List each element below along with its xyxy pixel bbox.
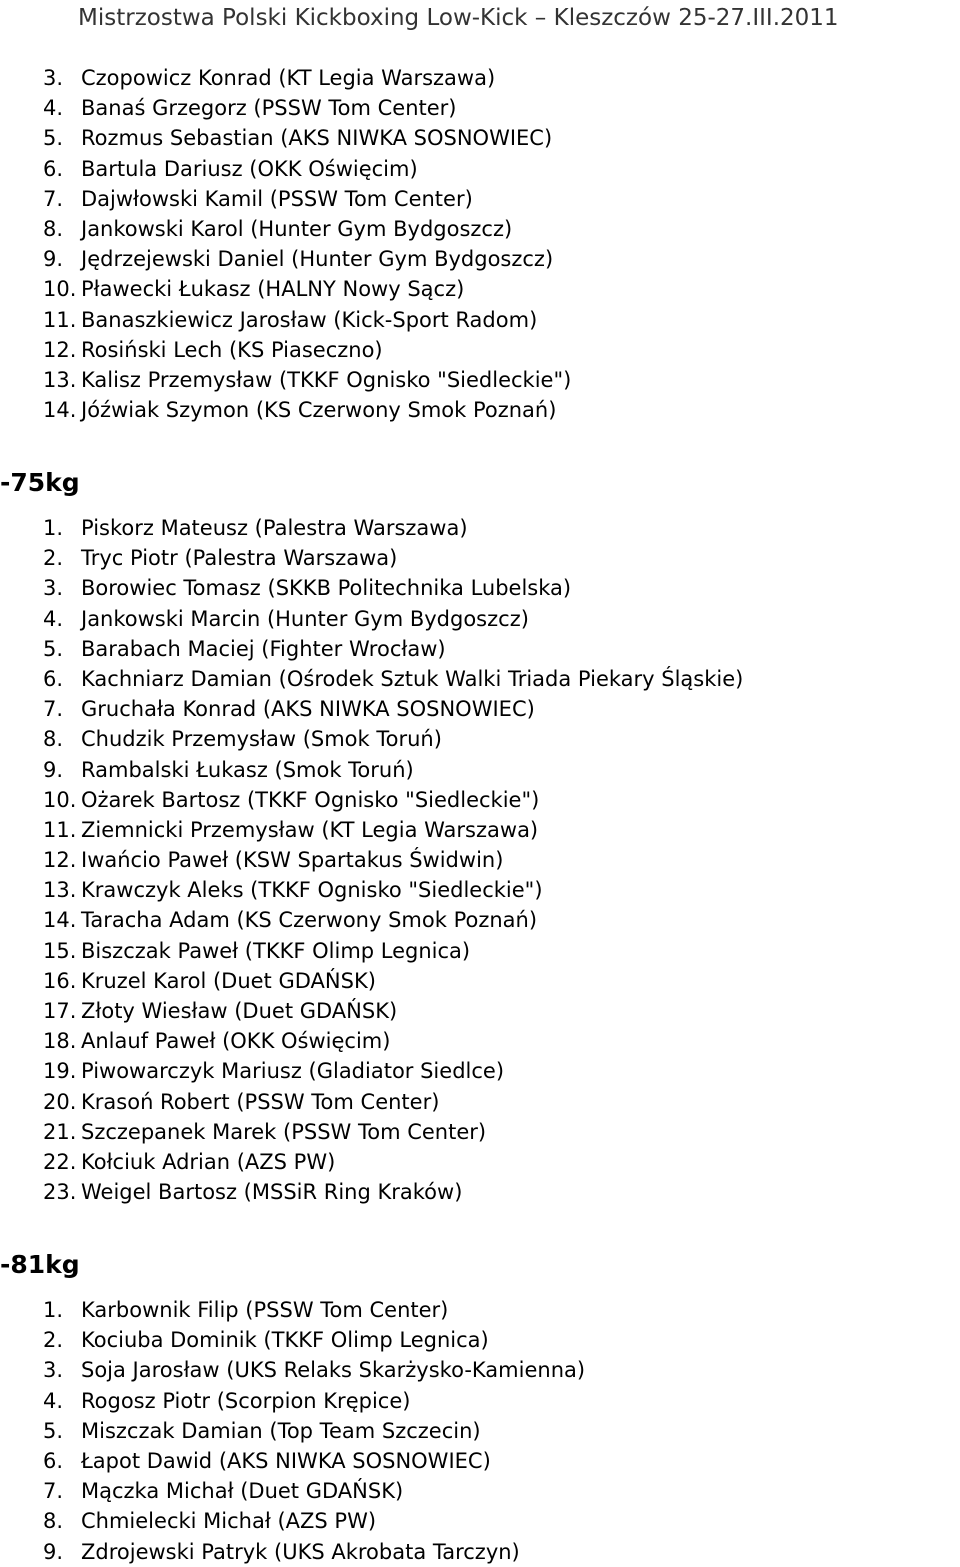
rank-number: 3. (43, 66, 64, 90)
list-item (43, 785, 743, 815)
list-item (43, 573, 743, 603)
competitor-name: Ziemnicki Przemysław (KT Legia Warszawa) (81, 817, 539, 842)
list-item (43, 305, 571, 335)
competitor-name: Karbownik Filip (PSSW Tom Center) (81, 1298, 449, 1322)
rank-number: 6. (43, 1448, 64, 1473)
rank-number: 2. (43, 1328, 64, 1353)
competitor-name: Kruzel Karol (Duet GDAŃSK) (81, 968, 376, 993)
competitor-name: Krasoń Robert (PSSW Tom Center) (81, 1089, 440, 1114)
competitor-name: Taracha Adam (KS Czerwony Smok Poznań) (81, 908, 538, 933)
list-item (43, 845, 743, 875)
list-item (43, 1386, 585, 1416)
rank-number: 3. (43, 1358, 64, 1383)
competitor-name: Kociuba Dominik (TKKF Olimp Legnica) (81, 1328, 489, 1353)
competitor-name: Miszczak Damian (Top Team Szczecin) (81, 1418, 481, 1443)
competitor-name: Biszczak Paweł (TKKF Olimp Legnica) (81, 938, 471, 963)
list-item (43, 755, 743, 785)
rank-number: 21. (43, 1119, 77, 1144)
list-item (43, 214, 571, 244)
list-item (43, 1506, 585, 1536)
rank-number: 4. (43, 606, 64, 631)
rank-number: 22. (43, 1149, 77, 1174)
competitor-name: Kalisz Przemysław (TKKF Ognisko "Siedleckie") (81, 367, 572, 392)
weight-category-81kg: -81kg (0, 1250, 80, 1279)
list-item (43, 63, 571, 93)
rank-number: 13. (43, 367, 77, 392)
list-item (43, 1476, 585, 1506)
rank-number: 4. (43, 1388, 64, 1413)
rank-number: 8. (43, 727, 64, 752)
list-item (43, 936, 743, 966)
competitor-name: Jędrzejewski Daniel (Hunter Gym Bydgoszcz) (81, 247, 554, 272)
rank-number: 13. (43, 878, 77, 903)
competitor-name: Barabach Maciej (Fighter Wrocław) (81, 636, 446, 661)
list-item (43, 996, 743, 1026)
rank-number: 12. (43, 848, 77, 873)
competitor-name: Gruchała Konrad (AKS NIWKA SOSNOWIEC) (81, 697, 535, 722)
rank-number: 7. (43, 1479, 64, 1504)
rank-number: 18. (43, 1029, 77, 1054)
page-header-title: Mistrzostwa Polski Kickboxing Low-Kick – Kleszczów 25-27.III.2011 (78, 5, 839, 31)
list-item (43, 154, 571, 184)
rank-number: 7. (43, 186, 64, 211)
list-item (43, 365, 571, 395)
list-item (43, 724, 743, 754)
competitor-name: Iwańcio Paweł (KSW Spartakus Świdwin) (81, 848, 504, 873)
competitor-name: Krawczyk Aleks (TKKF Ognisko "Siedleckie") (81, 878, 543, 903)
rank-number: 12. (43, 337, 77, 362)
list-item (43, 335, 571, 365)
competitor-name: Mączka Michał (Duet GDAŃSK) (81, 1479, 404, 1504)
rank-number: 9. (43, 757, 64, 782)
list-item (43, 395, 571, 425)
competitor-name: Soja Jarosław (UKS Relaks Skarżysko-Kamienna) (81, 1358, 586, 1383)
rank-number: 6. (43, 666, 64, 691)
rank-number: 1. (43, 516, 64, 540)
list-item (43, 543, 743, 573)
competitor-name: Rogosz Piotr (Scorpion Krępice) (81, 1388, 411, 1413)
rank-number: 8. (43, 1509, 64, 1534)
competitor-name: Piwowarczyk Mariusz (Gladiator Siedlce) (81, 1059, 505, 1084)
competitor-name: Piskorz Mateusz (Palestra Warszawa) (81, 516, 468, 540)
list-item (43, 966, 743, 996)
list-item (43, 244, 571, 274)
competitor-name: Czopowicz Konrad (KT Legia Warszawa) (81, 66, 496, 90)
competitor-name: Jankowski Marcin (Hunter Gym Bydgoszcz) (81, 606, 529, 631)
competitor-name: Dajwłowski Kamil (PSSW Tom Center) (81, 186, 473, 211)
rank-number: 9. (43, 247, 64, 272)
list-item (43, 274, 571, 304)
list-item (43, 123, 571, 153)
weight-category-75kg: -75kg (0, 468, 80, 497)
competitor-name: Rosiński Lech (KS Piaseczno) (81, 337, 383, 362)
rank-number: 16. (43, 968, 77, 993)
competitor-name: Pławecki Łukasz (HALNY Nowy Sącz) (81, 277, 465, 302)
competitor-name: Banaś Grzegorz (PSSW Tom Center) (81, 96, 457, 121)
competitor-name: Jankowski Karol (Hunter Gym Bydgoszcz) (81, 216, 513, 241)
competitor-name: Rambalski Łukasz (Smok Toruń) (81, 757, 414, 782)
list-item (43, 1537, 585, 1567)
competitor-name: Chudzik Przemysław (Smok Toruń) (81, 727, 442, 752)
list-item (43, 905, 743, 935)
list-item (43, 1147, 743, 1177)
competitor-name: Banaszkiewicz Jarosław (Kick-Sport Radom) (81, 307, 538, 332)
list-item (43, 1295, 585, 1325)
competitor-name: Złoty Wiesław (Duet GDAŃSK) (81, 999, 398, 1023)
competitor-name: Chmielecki Michał (AZS PW) (81, 1509, 377, 1534)
list-item (43, 1087, 743, 1117)
results-list-continued (43, 63, 571, 425)
rank-number: 5. (43, 636, 64, 661)
rank-number: 8. (43, 216, 64, 241)
competitor-name: Bartula Dariusz (OKK Oświęcim) (81, 156, 418, 181)
rank-number: 7. (43, 697, 64, 722)
list-item (43, 1026, 743, 1056)
rank-number: 11. (43, 307, 77, 332)
rank-number: 14. (43, 908, 77, 933)
list-item (43, 1325, 585, 1355)
list-item (43, 694, 743, 724)
rank-number: 6. (43, 156, 64, 181)
list-item (43, 184, 571, 214)
list-item (43, 1355, 585, 1385)
rank-number: 20. (43, 1089, 77, 1114)
list-item (43, 815, 743, 845)
list-item (43, 93, 571, 123)
competitor-name: Kołciuk Adrian (AZS PW) (81, 1149, 336, 1174)
rank-number: 5. (43, 126, 64, 151)
competitor-name: Rozmus Sebastian (AKS NIWKA SOSNOWIEC) (81, 126, 553, 151)
list-item (43, 513, 743, 543)
list-item (43, 1177, 743, 1207)
competitor-name: Łapot Dawid (AKS NIWKA SOSNOWIEC) (81, 1448, 491, 1473)
rank-number: 1. (43, 1298, 64, 1322)
competitor-name: Zdrojewski Patryk (UKS Akrobata Tarczyn) (81, 1539, 520, 1564)
rank-number: 5. (43, 1418, 64, 1443)
rank-number: 10. (43, 277, 77, 302)
list-item (43, 875, 743, 905)
rank-number: 9. (43, 1539, 64, 1564)
rank-number: 23. (43, 1180, 77, 1205)
results-list-75kg (43, 513, 743, 1207)
rank-number: 14. (43, 398, 77, 423)
competitor-name: Szczepanek Marek (PSSW Tom Center) (81, 1119, 487, 1144)
rank-number: 4. (43, 96, 64, 121)
rank-number: 2. (43, 546, 64, 571)
competitor-name: Ożarek Bartosz (TKKF Ognisko "Siedleckie") (81, 787, 540, 812)
competitor-name: Borowiec Tomasz (SKKB Politechnika Lubelska) (81, 576, 572, 601)
list-item (43, 1416, 585, 1446)
competitor-name: Jóźwiak Szymon (KS Czerwony Smok Poznań) (81, 398, 557, 423)
list-item (43, 664, 743, 694)
rank-number: 11. (43, 817, 77, 842)
rank-number: 15. (43, 938, 77, 963)
rank-number: 10. (43, 787, 77, 812)
competitor-name: Anlauf Paweł (OKK Oświęcim) (81, 1029, 391, 1054)
rank-number: 19. (43, 1059, 77, 1084)
competitor-name: Tryc Piotr (Palestra Warszawa) (81, 546, 398, 571)
results-list-81kg (43, 1295, 585, 1567)
competitor-name: Weigel Bartosz (MSSiR Ring Kraków) (81, 1180, 463, 1205)
list-item (43, 1446, 585, 1476)
list-item (43, 1056, 743, 1086)
rank-number: 3. (43, 576, 64, 601)
competitor-name: Kachniarz Damian (Ośrodek Sztuk Walki Triada Piekary Śląskie) (81, 666, 744, 691)
list-item (43, 1117, 743, 1147)
list-item (43, 634, 743, 664)
list-item (43, 604, 743, 634)
rank-number: 17. (43, 999, 77, 1023)
